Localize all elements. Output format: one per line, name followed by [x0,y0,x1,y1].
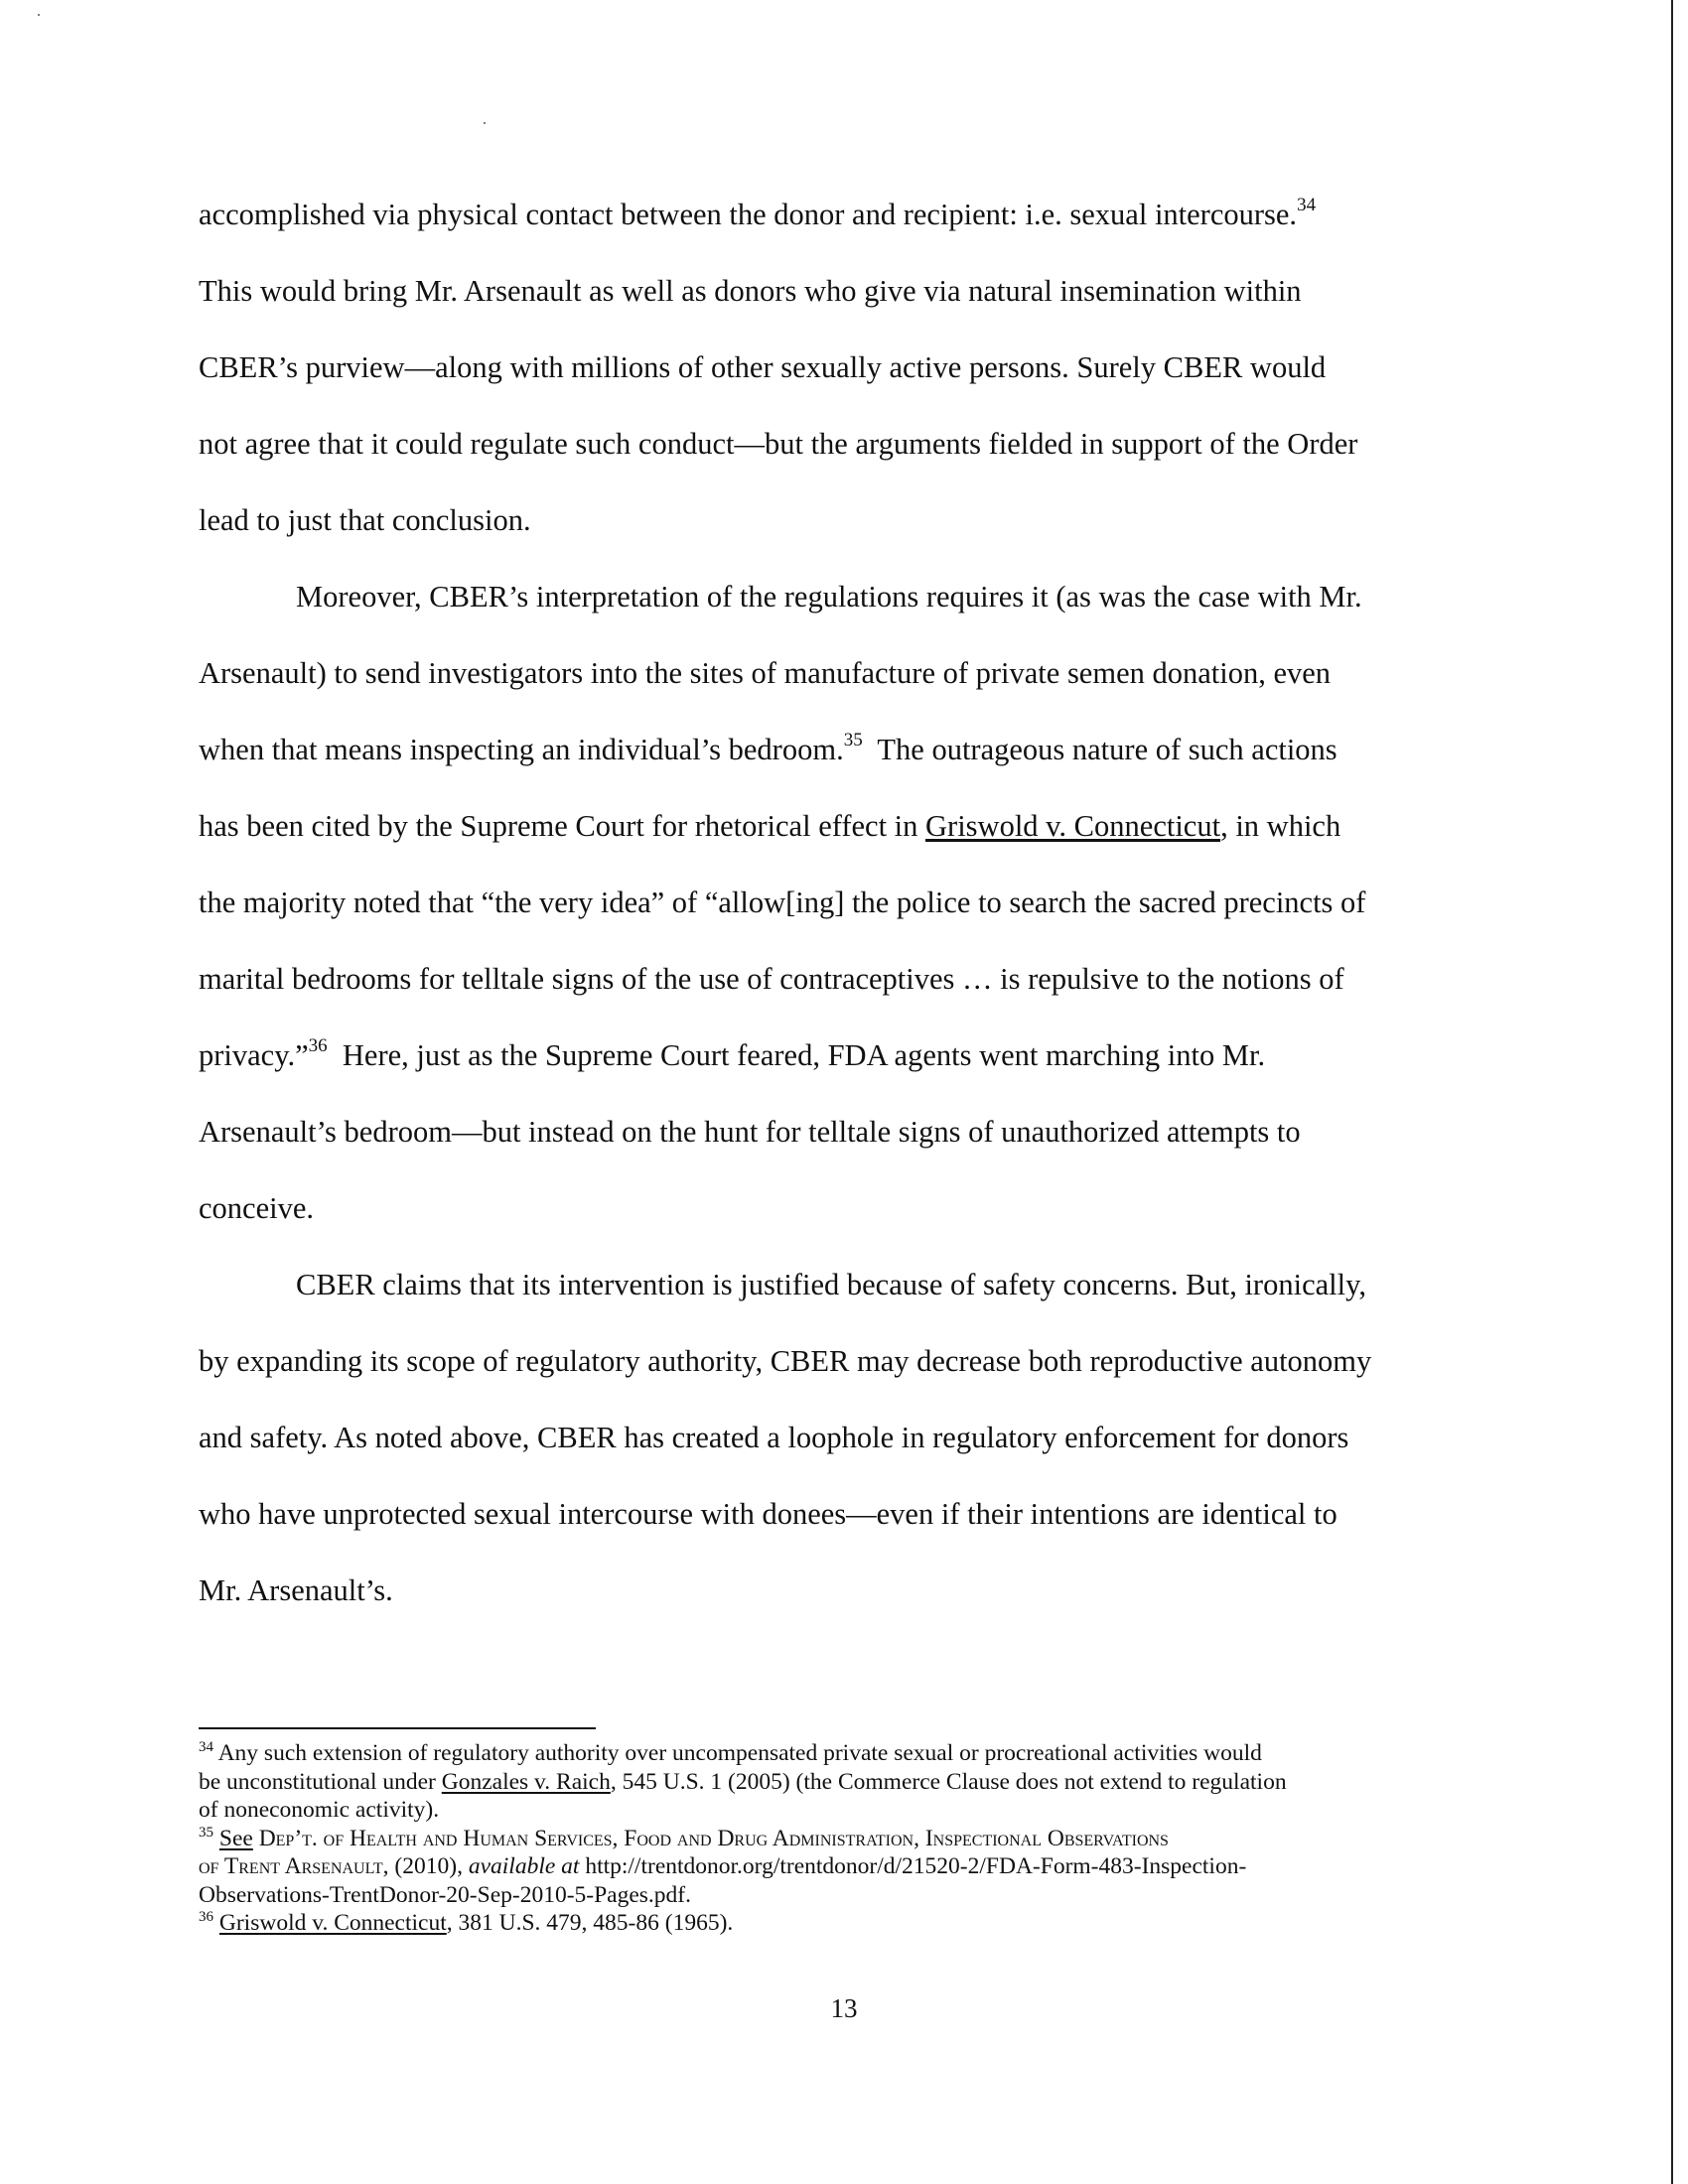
case-citation-griswold: Griswold v. Connecticut [925,809,1221,843]
body-line: the majority noted that “the very idea” of “allow[ing] the police to search the sacred precincts of [199,886,1366,919]
case-citation-gonzales: Gonzales v. Raich [441,1768,611,1795]
body-line: Arsenault’s bedroom—but instead on the hunt for telltale signs of unauthorized attempts to [199,1115,1301,1149]
body-line: lead to just that conclusion. [199,503,531,537]
case-citation-griswold-fn: Griswold v. Connecticut [218,1910,447,1936]
body-line: marital bedrooms for telltale signs of the use of contraceptives … is repulsive to the notions of [199,962,1344,996]
body-line: conceive. [199,1191,314,1225]
body-line: and safety. As noted above, CBER has created a loophole in regulatory enforcement for donors [199,1421,1349,1454]
footnote-ref-36: 36 [308,1035,328,1056]
footnote-ref-34: 34 [1297,195,1317,215]
body-line: accomplished via physical contact between the donor and recipient: i.e. sexual intercourse.$^{34}$ [199,195,1317,231]
body-text [199,177,1484,1629]
page-number: 13 [830,1993,858,2023]
footnote-ref-35: 35 [843,730,863,751]
page-edge-line [1671,0,1673,2184]
footnote-35: $^{35}$ See Dep’t. of Health and Human Services, Food and Drug Administration, Inspectional Observations [199,1824,1169,1851]
body-line: has been cited by the Supreme Court for rhetorical effect in Griswold v. Connecticut, in which [199,809,1341,843]
body-line: Arsenault) to send investigators into the sites of manufacture of private semen donation, even [199,656,1332,690]
body-line: Mr. Arsenault’s. [199,1573,393,1607]
footnote-34: $^{34}$ Any such extension of regulatory authority over uncompensated private sexual or procreational activities would [199,1739,1262,1766]
footnote-36: $^{36}$ Griswold v. Connecticut, 381 U.S. 479, 485-86 (1965). [199,1909,734,1936]
paragraph-start: Moreover, CBER’s interpretation of the regulations requires it (as was the case with Mr. [296,580,1362,614]
body-line: by expanding its scope of regulatory authority, CBER may decrease both reproductive autonomy [199,1344,1372,1378]
body-line: when that means inspecting an individual’s bedroom.$^{35}$ The outrageous nature of such actions [199,730,1337,766]
scan-speck [484,122,486,124]
body-line: who have unprotected sexual intercourse with donees—even if their intentions are identical to [199,1497,1337,1531]
body-line: not agree that it could regulate such conduct—but the arguments fielded in support of the Order [199,427,1358,461]
body-line: This would bring Mr. Arsenault as well as donors who give via natural insemination within [199,274,1302,308]
source-url: http://trentdonor.org/trentdonor/d/21520-2/FDA-Form-483-Inspection- [579,1853,1247,1879]
body-line: CBER’s purview—along with millions of other sexually active persons. Surely CBER would [199,350,1327,384]
footnotes: $^{34}$ Any such extension of regulatory authority over uncompensated private sexual or procreational activities would be unconstitutional under Gonzales v. Raich, 545 U.S. 1 (2005) (the Commerce Clause does not extend to regulation of noneconomic activity). $^{35}$ See Dep’t. of Health and Human Services, Food and Drug Administration, Inspectional Observations of Trent Arsenault, (2010), available at http://trentdonor.org/trentdonor/d/21520-2/FDA-Form-483-Inspection- Observations-TrentDonor-20-Sep-2010-5-Pages.pdf. $^{36}$ Griswold v. Connecticut, 381 U.S. 479, 485-86 (1965). [199,1739,1489,1938]
paragraph-start: CBER claims that its intervention is justified because of safety concerns. But, ironically, [296,1268,1366,1301]
body-line: privacy.”$^{36}$ Here, just as the Supreme Court feared, FDA agents went marching into Mr. [199,1035,1266,1072]
footnote-separator [199,1727,596,1729]
scan-speck [38,14,40,16]
